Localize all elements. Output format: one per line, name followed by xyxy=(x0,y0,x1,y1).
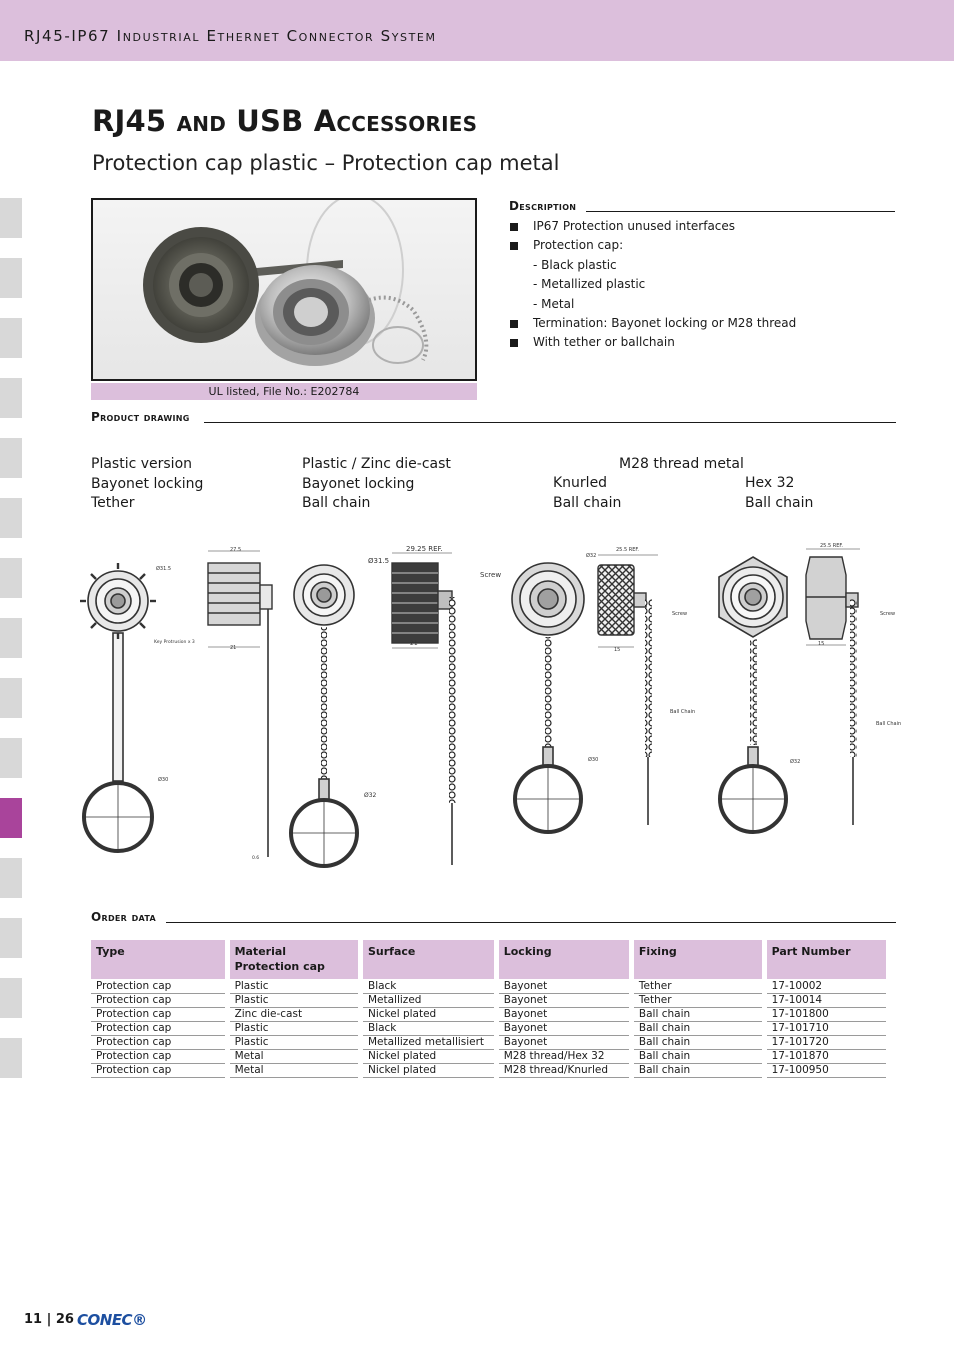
description-rule xyxy=(586,211,895,212)
table-cell: Tether xyxy=(634,994,762,1008)
page-number: 11 | 26 xyxy=(24,1312,74,1327)
product-photo-illustration xyxy=(93,200,475,379)
table-row xyxy=(91,979,886,994)
table-cell: Protection cap xyxy=(91,1064,225,1078)
product-photo xyxy=(91,198,477,381)
bullet-icon xyxy=(510,242,518,250)
drawing-knurled-side xyxy=(598,555,658,825)
table-cell: Ball chain xyxy=(634,1022,762,1036)
annotation-d1-tail: 0.6 xyxy=(252,856,260,861)
description-text: With tether or ballchain xyxy=(533,335,675,350)
drawing-hex-side xyxy=(806,549,860,825)
table-cell: Ball chain xyxy=(634,1036,762,1050)
description-text: Termination: Bayonet locking or M28 thread xyxy=(533,316,797,331)
technical-drawings xyxy=(80,535,910,875)
photo-caption: UL listed, File No.: E202784 xyxy=(91,383,477,400)
table-row xyxy=(91,1036,886,1050)
table-cell: 17-101800 xyxy=(767,1008,886,1022)
variant-line: Tether xyxy=(91,495,135,511)
description-subitem: - Black plastic xyxy=(533,257,617,272)
table-cell: Bayonet xyxy=(499,994,629,1008)
table-row xyxy=(91,994,886,1008)
drawing-tether-side xyxy=(208,551,272,857)
table-cell: Black xyxy=(363,1022,494,1036)
variant-line: Plastic version xyxy=(91,456,193,472)
column-header: Fixing xyxy=(634,940,762,979)
order-data-heading: Order data xyxy=(91,910,157,924)
header-title: RJ45-IP67 Industrial Ethernet Connector System xyxy=(24,27,437,45)
annotation-d4-screw: Screw xyxy=(880,611,896,617)
side-tab[interactable] xyxy=(0,438,22,478)
column-header: Material Protection cap xyxy=(230,940,358,979)
variant-line: M28 thread metal xyxy=(619,456,744,472)
variant-label-ball-chain xyxy=(302,455,451,514)
bullet-icon xyxy=(510,339,518,347)
column-header: Type xyxy=(91,940,225,979)
table-cell: 17-10014 xyxy=(767,994,886,1008)
table-cell: 17-100950 xyxy=(767,1064,886,1078)
order-table-header xyxy=(91,940,886,979)
annotation-d1-diam: Ø31.5 xyxy=(156,566,172,572)
description-list xyxy=(509,217,899,353)
table-cell: Plastic xyxy=(230,1022,358,1036)
description-text: IP67 Protection unused interfaces xyxy=(533,219,736,233)
column-header: Locking xyxy=(499,940,629,979)
table-cell: Protection cap xyxy=(91,1036,225,1050)
side-tab[interactable] xyxy=(0,378,22,418)
annotation-d3-screw: Screw xyxy=(672,611,688,617)
table-cell: 17-10002 xyxy=(767,979,886,994)
page-subtitle: Protection cap plastic – Protection cap metal xyxy=(92,151,560,175)
description-heading: Description xyxy=(509,199,577,213)
table-cell: M28 thread/Knurled xyxy=(499,1064,629,1078)
side-tab-active[interactable] xyxy=(0,798,22,838)
side-tab[interactable] xyxy=(0,198,22,238)
variant-line: Ball chain xyxy=(745,494,814,511)
variant-label-m28 xyxy=(619,455,744,475)
description-item xyxy=(509,333,899,352)
table-cell: 17-101870 xyxy=(767,1050,886,1064)
table-cell: Metal xyxy=(230,1064,358,1078)
description-item xyxy=(509,217,899,236)
table-cell: Protection cap xyxy=(91,994,225,1008)
order-data-rule xyxy=(166,922,896,923)
table-cell: M28 thread/Hex 32 xyxy=(499,1050,629,1064)
description-item xyxy=(509,236,899,255)
side-tab[interactable] xyxy=(0,1038,22,1078)
annotation-d4-width: 15 xyxy=(818,641,825,647)
product-drawing-rule xyxy=(204,422,896,423)
side-tab[interactable] xyxy=(0,558,22,598)
drawing-hex-front xyxy=(719,557,787,832)
annotation-d3-width: 15 xyxy=(614,647,621,653)
drawing-ballchain-side xyxy=(392,553,456,865)
annotation-d4-ref: 25.5 REF. xyxy=(820,543,844,549)
table-cell: Nickel plated xyxy=(363,1008,494,1022)
variant-line: Knurled xyxy=(553,475,608,491)
page-title: RJ45 and USB Accessories xyxy=(92,104,478,138)
side-tab[interactable] xyxy=(0,738,22,778)
table-cell: Ball chain xyxy=(634,1050,762,1064)
variant-line: Ball chain xyxy=(553,494,622,511)
annotation-d1-key: Key Protrusion x 3 xyxy=(154,640,195,645)
annotation-d4-chain: Ball Chain xyxy=(876,721,902,727)
table-cell: Protection cap xyxy=(91,1022,225,1036)
table-cell: Ball chain xyxy=(634,1064,762,1078)
table-row xyxy=(91,1050,886,1064)
table-cell: Ball chain xyxy=(634,1008,762,1022)
side-tab-strip xyxy=(0,198,22,1098)
table-cell: Protection cap xyxy=(91,1050,225,1064)
side-tab[interactable] xyxy=(0,678,22,718)
variant-line: Bayonet locking xyxy=(91,475,204,492)
table-cell: 17-101720 xyxy=(767,1036,886,1050)
drawing-ballchain-front xyxy=(291,565,357,866)
drawing-tether-front xyxy=(84,571,152,851)
table-row xyxy=(91,1008,886,1022)
column-header: Part Number xyxy=(767,940,886,979)
table-cell: Zinc die-cast xyxy=(230,1008,358,1022)
column-header: Surface xyxy=(363,940,494,979)
table-cell: Metallized metallisiert xyxy=(363,1036,494,1050)
table-cell: Metallized xyxy=(363,994,494,1008)
variant-label-hex xyxy=(745,474,813,513)
variant-line: Ball chain xyxy=(302,495,371,511)
table-cell: Protection cap xyxy=(91,1008,225,1022)
description-subitem: - Metal xyxy=(533,296,575,311)
table-cell: Bayonet xyxy=(499,979,629,994)
annotation-d2-diam: Ø31.5 xyxy=(368,557,390,565)
variant-line: Bayonet locking xyxy=(302,475,415,492)
annotation-d2-width: 21 xyxy=(410,640,418,647)
annotation-d3-chain: Ball Chain xyxy=(670,709,696,715)
side-tab[interactable] xyxy=(0,918,22,958)
table-cell: Bayonet xyxy=(499,1022,629,1036)
product-drawing-heading: Product drawing xyxy=(91,410,190,424)
table-cell: 17-101710 xyxy=(767,1022,886,1036)
annotation-d4-ring: Ø32 xyxy=(790,759,801,765)
annotation-d1-width-top: 27.5 xyxy=(230,547,242,553)
side-tab[interactable] xyxy=(0,498,22,538)
side-tab[interactable] xyxy=(0,858,22,898)
table-cell: Plastic xyxy=(230,979,358,994)
table-cell: Black xyxy=(363,979,494,994)
drawings-svg xyxy=(80,535,910,875)
variant-line: Hex 32 xyxy=(745,475,795,491)
annotation-d1-ring: Ø30 xyxy=(158,777,169,783)
variant-line: Plastic / Zinc die-cast xyxy=(302,456,451,472)
description-item xyxy=(509,314,899,333)
bullet-icon xyxy=(510,223,518,231)
description-subitem: - Metallized plastic xyxy=(533,277,646,292)
description-text: Protection cap: xyxy=(533,238,624,253)
table-cell: Bayonet xyxy=(499,1008,629,1022)
annotation-d3-ref: 25.5 REF. xyxy=(616,547,640,553)
table-row xyxy=(91,1022,886,1036)
annotation-d3-ring: Ø30 xyxy=(588,757,599,763)
table-cell: Bayonet xyxy=(499,1036,629,1050)
table-cell: Plastic xyxy=(230,1036,358,1050)
side-tab[interactable] xyxy=(0,318,22,358)
table-cell: Tether xyxy=(634,979,762,994)
drawing-knurled-front xyxy=(512,563,584,832)
table-row xyxy=(91,1064,886,1078)
variant-label-plastic-tether xyxy=(91,455,203,514)
table-cell: Plastic xyxy=(230,994,358,1008)
annotation-d3-diam: Ø32 xyxy=(586,553,597,559)
annotation-d1-width-bot: 21 xyxy=(230,645,237,651)
side-tab[interactable] xyxy=(0,978,22,1018)
bullet-icon xyxy=(510,320,518,328)
side-tab[interactable] xyxy=(0,258,22,298)
table-cell: Nickel plated xyxy=(363,1064,494,1078)
order-table xyxy=(86,940,891,1078)
table-cell: Protection cap xyxy=(91,979,225,994)
table-cell: Metal xyxy=(230,1050,358,1064)
variant-label-knurled xyxy=(553,474,621,513)
header-band xyxy=(0,0,954,61)
annotation-d2-ref: 29.25 REF. xyxy=(406,545,443,553)
table-cell: Nickel plated xyxy=(363,1050,494,1064)
side-tab[interactable] xyxy=(0,618,22,658)
annotation-d2-screw: Screw xyxy=(480,571,502,579)
conec-logo: CONEC® xyxy=(77,1311,147,1329)
annotation-d2-ring: Ø32 xyxy=(364,792,377,799)
